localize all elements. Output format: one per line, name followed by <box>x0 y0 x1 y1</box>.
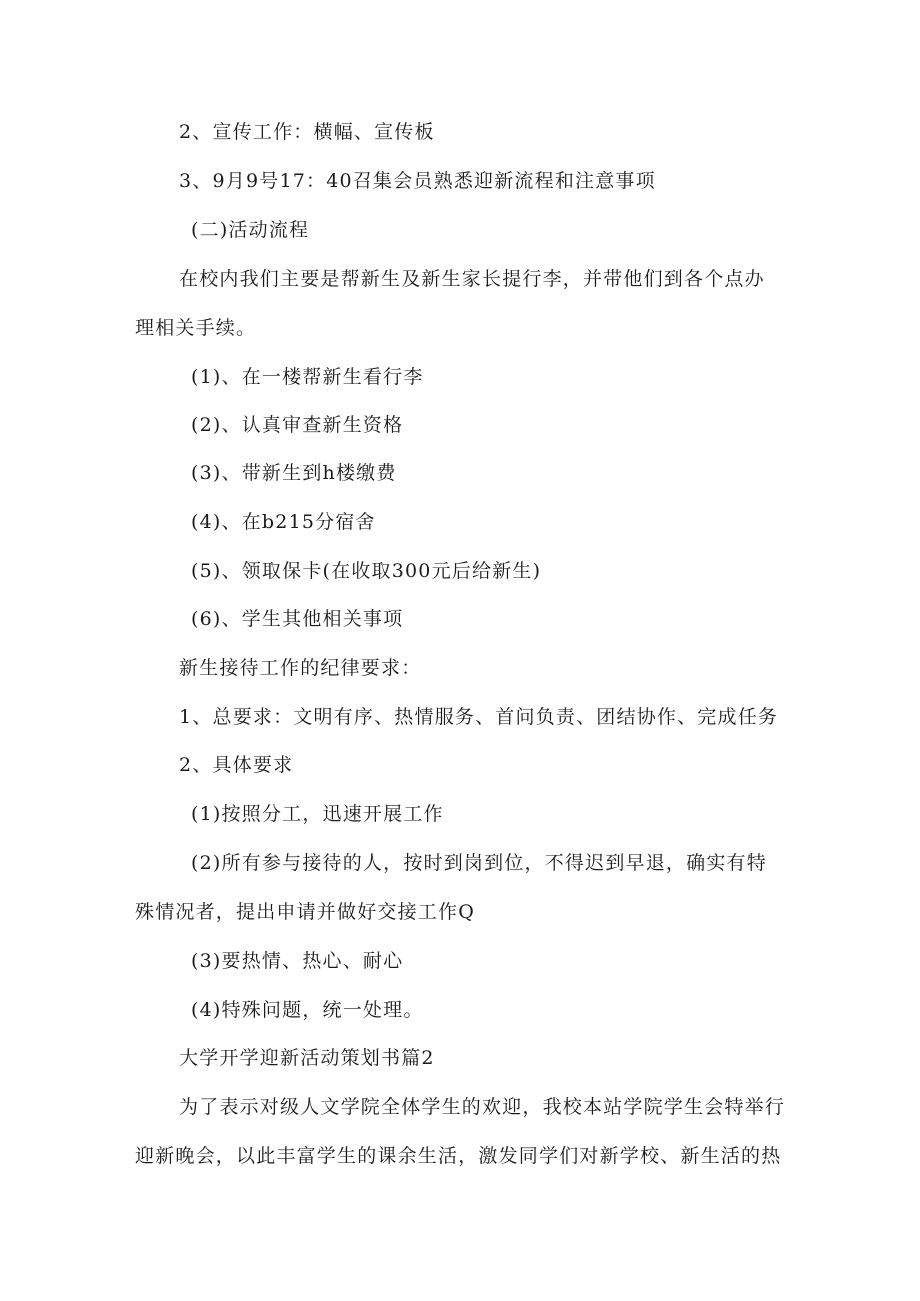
list-item: (1)、在一楼帮新生看行李 <box>191 366 424 388</box>
text-line: 在校内我们主要是帮新生及新生家长提行李，并带他们到各个点办 <box>179 268 765 290</box>
text-line: 迎新晚会，以此丰富学生的课余生活，激发同学们对新学校、新生活的热 <box>135 1145 782 1167</box>
list-item: (2)、认真审查新生资格 <box>191 414 404 436</box>
text-line: 1、总要求：文明有序、热情服务、首问负责、团结协作、完成任务 <box>179 706 779 728</box>
list-item: (5)、领取保卡(在收取300元后给新生) <box>191 560 542 582</box>
section-heading: (二)活动流程 <box>191 219 310 241</box>
section-title: 大学开学迎新活动策划书篇2 <box>179 1047 435 1069</box>
text-line: 理相关手续。 <box>135 317 257 339</box>
list-item: (4)、在b215分宿舍 <box>191 511 376 533</box>
text-line: 为了表示对级人文学院全体学生的欢迎，我校本站学院学生会特举行 <box>179 1096 786 1118</box>
list-item: (6)、学生其他相关事项 <box>191 608 404 630</box>
list-item: (2)所有参与接待的人，按时到岗到位，不得迟到早退，确实有特 <box>191 852 767 874</box>
list-item: (3)、带新生到h楼缴费 <box>191 462 397 484</box>
text-line: 殊情况者，提出申请并做好交接工作Q <box>135 901 475 923</box>
list-item: (1)按照分工，迅速开展工作 <box>191 803 444 825</box>
list-item: (3)要热情、热心、耐心 <box>191 950 404 972</box>
text-line: 2、宣传工作：横幅、宣传板 <box>179 121 435 143</box>
text-line: 2、具体要求 <box>179 754 294 776</box>
list-item: (4)特殊问题，统一处理。 <box>191 999 424 1021</box>
text-line: 新生接待工作的纪律要求： <box>179 657 422 679</box>
text-line: 3、9月9号17：40召集会员熟悉迎新流程和注意事项 <box>179 170 656 192</box>
